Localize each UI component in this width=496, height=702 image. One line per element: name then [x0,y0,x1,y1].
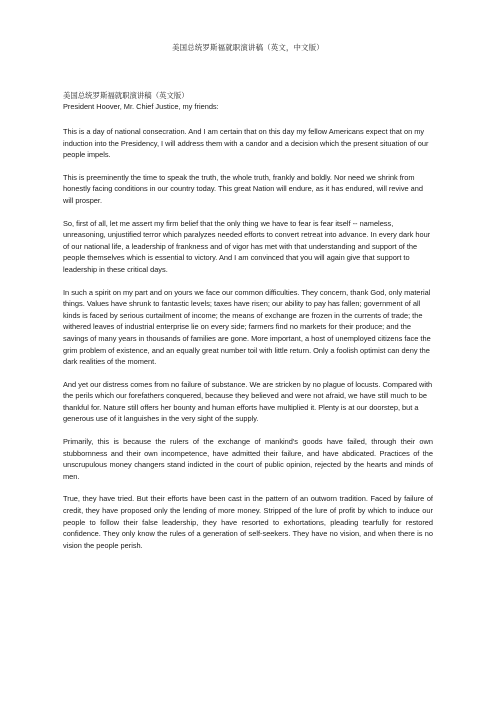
paragraph: Primarily, this is because the rulers of the exchange of mankind's goods have failed, through their own stubbornness and their own incompetence, have admitted their failure, and have abdicated. Practices of the unscrupulous money changers stand indicted in the court of public opinion, rejected by the hearts and minds of men. [63,437,433,481]
paragraph: In such a spirit on my part and on yours we face our common difficulties. They concern, thank God, only material things. Values have shrunk to fantastic levels; taxes have risen; our ability to pay has fallen; government of all kinds is faced by serious curtailment of income; the means of exchange are frozen in the currents of trade; the withered leaves of industrial enterprise lie on every side; farmers find no markets for their produce; and the savings of many years in thousands of families are gone. More important, a host of unemployed citizens face the grim problem of existence, and an equally great number toil with little return. Only a foolish optimist can deny the dark realities of the moment. [63,287,431,367]
paragraph: This is preeminently the time to speak the truth, the whole truth, frankly and boldly. Nor need we shrink from honestly facing conditions in our country today. This great Nation will endure, as it has endured, will revive and will prosper. [63,172,424,205]
paragraph: True, they have tried. But their efforts have been cast in the pattern of an outworn tradition. Faced by failure of credit, they have proposed only the lending of more money. Stripped of the lure of profit by which to induce our people to follow their false leadership, they have resorted to exhortations, pleading tearfully for restored confidence. They only know the rules of a generation of self-seekers. They have no vision, and when there is no vision the people perish. [63,494,433,550]
salutation: President Hoover, Mr. Chief Justice, my friends: [63,102,219,111]
document-body [63,90,433,562]
paragraph: So, first of all, let me assert my firm belief that the only thing we have to fear is fear itself -- nameless, unreasoning, unjustified terror which paralyzes needed efforts to convert retreat into advance. In every dark hour of our national life, a leadership of frankness and of vigor has met with that understanding and support of the people themselves which is essential to victory. And I am convinced that you will again give that support to leadership in these critical days. [63,218,431,274]
paragraph: And yet our distress comes from no failure of substance. We are stricken by no plague of locusts. Compared with the perils which our forefathers conquered, because they believed and were not afraid, we have still much to be thankful for. Nature still offers her bounty and human efforts have multiplied it. Plenty is at our doorstep, but a generous use of it languishes in the very sight of the supply. [63,379,433,424]
paragraph: This is a day of national consecration. And I am certain that on this day my fellow Americans expect that on my induction into the Presidency, I will address them with a candor and a decision which the present situation of our people impels. [63,127,429,160]
document-title: 美国总统罗斯福就职演讲稿（英文，中文版） [172,43,324,52]
section-title: 美国总统罗斯福就职演讲稿（英文版） [63,91,189,100]
